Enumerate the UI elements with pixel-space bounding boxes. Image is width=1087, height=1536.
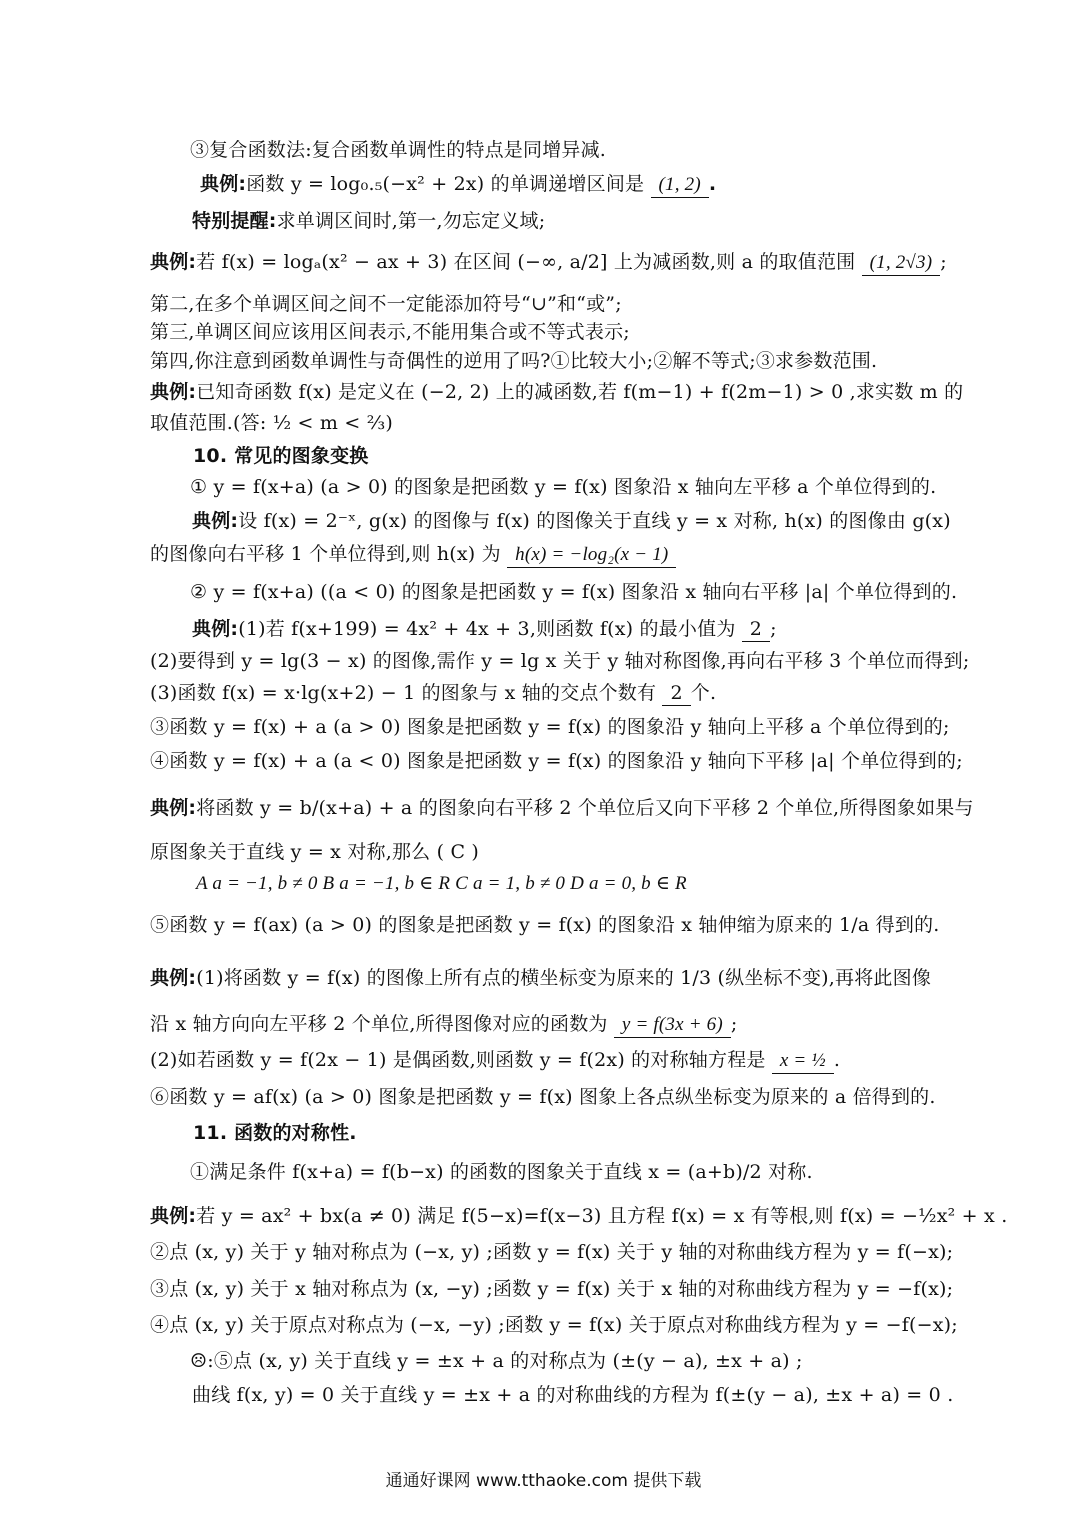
line-options: A a = −1, b ≠ 0 B a = −1, b ∈ R C a = 1, b ≠ 0 D a = 0, b ∈ R — [196, 873, 687, 894]
answer-blank: h(x) = −log₂(x − 1) — [507, 543, 676, 568]
line-h-result: 的图像向右平移 1 个单位得到,则 h(x) 为 h(x) = −log₂(x − 1) — [150, 542, 676, 568]
line-second: 第二,在多个单调区间之间不一定能添加符号“∪”和“或”; — [150, 293, 622, 315]
line-stretch-result: 沿 x 轴方向向左平移 2 个单位,所得图像对应的函数为 y = f(3x + 6) ; — [150, 1012, 738, 1038]
answer-blank: x = ½ — [772, 1049, 834, 1074]
answer-blank: 2 — [662, 681, 690, 706]
answer-blank: (1, 2√3) — [862, 251, 941, 276]
answer-blank: 2 — [742, 617, 770, 642]
line-composite-method: ③复合函数法:复合函数单调性的特点是同增异减. — [190, 139, 607, 161]
line-third: 第三,单调区间应该用区间表示,不能用集合或不等式表示; — [150, 321, 630, 343]
page-footer: 通通好课网 www.tthaoke.com 提供下载 — [385, 1471, 702, 1491]
line-y-axis-symmetry: ②点 (x, y) 关于 y 轴对称点为 (−x, y) ;函数 y = f(x) 关于 y 轴的对称曲线方程为 y = f(−x); — [150, 1241, 954, 1263]
line-example-symmetry-shift: 典例:将函数 y = b/(x+a) + a 的图象向右平移 2 个单位后又向下平移 2 个单位,所得图象如果与 — [150, 797, 974, 819]
line-lg-transform: (2)要得到 y = lg(3 − x) 的图像,需作 y = lg x 关于 y 轴对称图像,再向右平移 3 个单位而得到; — [150, 650, 970, 672]
answer-blank: (1, 2) — [651, 173, 709, 198]
line-shift-down: ④函数 y = f(x) + a (a < 0) 图象是把函数 y = f(x) 的图象沿 y 轴向下平移 |a| 个单位得到的; — [150, 750, 963, 772]
line-fourth: 第四,你注意到函数单调性与奇偶性的逆用了吗?①比较大小;②解不等式;③求参数范围. — [150, 350, 878, 372]
line-special-reminder: 特别提醒:求单调区间时,第一,勿忘定义域; — [192, 210, 546, 232]
line-example-odd-function: 典例:已知奇函数 f(x) 是定义在 (−2, 2) 上的减函数,若 f(m−1) + f(2m−1) > 0 ,求实数 m 的 — [150, 381, 964, 403]
line-example-log-decreasing: 典例:若 f(x) = logₐ(x² − ax + 3) 在区间 (−∞, a/2] 上为减函数,则 a 的取值范围 (1, 2√3) ; — [150, 250, 947, 276]
answer-blank: y = f(3x + 6) — [614, 1013, 731, 1038]
line-example-log-increasing: 典例:函数 y = log₀.₅(−x² + 2x) 的单调递增区间是 (1, 2) . — [200, 172, 716, 198]
line-example-inverse: 典例:设 f(x) = 2⁻ˣ, g(x) 的图像与 f(x) 的图像关于直线 y = x 对称, h(x) 的图像由 g(x) — [192, 510, 951, 532]
section-heading-symmetry: 11. 函数的对称性. — [193, 1122, 357, 1144]
line-stretch-y: ⑥函数 y = af(x) (a > 0) 图象是把函数 y = f(x) 图象上各点纵坐标变为原来的 a 倍得到的. — [150, 1086, 936, 1108]
line-line-symmetry-curve: 曲线 f(x, y) = 0 关于直线 y = ±x + a 的对称曲线的方程为 f(±(y − a), ±x + a) = 0 . — [192, 1384, 954, 1406]
line-example-stretch: 典例:(1)将函数 y = f(x) 的图像上所有点的横坐标变为原来的 1/3 (纵坐标不变),再将此图像 — [150, 967, 932, 989]
section-heading-transformations: 10. 常见的图象变换 — [193, 445, 369, 467]
line-example-minimum: 典例:(1)若 f(x+199) = 4x² + 4x + 3,则函数 f(x) 的最小值为 2 ; — [192, 618, 777, 640]
line-shift-up: ③函数 y = f(x) + a (a > 0) 图象是把函数 y = f(x) 的图象沿 y 轴向上平移 a 个单位得到的; — [150, 716, 950, 738]
line-origin-symmetry: ④点 (x, y) 关于原点对称点为 (−x, −y) ;函数 y = f(x) 关于原点对称曲线方程为 y = −f(−x); — [150, 1314, 958, 1336]
line-line-symmetry-point: ☹:⑤点 (x, y) 关于直线 y = ±x + a 的对称点为 (±(y − a), ±x + a) ; — [190, 1350, 803, 1372]
line-intersections: (3)函数 f(x) = x·lg(x+2) − 1 的图象与 x 轴的交点个数有 2 个. — [150, 682, 717, 704]
line-even-function: (2)如若函数 y = f(2x − 1) 是偶函数,则函数 y = f(2x) 的对称轴方程是 x = ½ . — [150, 1048, 840, 1074]
line-range-answer: 取值范围.(答: ½ < m < ⅔) — [150, 412, 393, 434]
line-shift-right: ② y = f(x+a) ((a < 0) 的图象是把函数 y = f(x) 图象沿 x 轴向右平移 |a| 个单位得到的. — [190, 581, 958, 603]
line-stretch-x: ⑤函数 y = f(ax) (a > 0) 的图象是把函数 y = f(x) 的图象沿 x 轴伸缩为原来的 1/a 得到的. — [150, 914, 940, 936]
line-shift-left: ① y = f(x+a) (a > 0) 的图象是把函数 y = f(x) 图象沿 x 轴向左平移 a 个单位得到的. — [190, 476, 937, 498]
line-example-equal-roots: 典例:若 y = ax² + bx(a ≠ 0) 满足 f(5−x)=f(x−3) 且方程 f(x) = x 有等根,则 f(x) = −½x² + x . — [150, 1205, 1008, 1227]
line-symmetry-axis: ①满足条件 f(x+a) = f(b−x) 的函数的图象关于直线 x = (a+b)/2 对称. — [190, 1161, 813, 1183]
line-choice-prompt: 原图象关于直线 y = x 对称,那么 ( C ) — [150, 841, 480, 863]
line-x-axis-symmetry: ③点 (x, y) 关于 x 轴对称点为 (x, −y) ;函数 y = f(x) 关于 x 轴的对称曲线方程为 y = −f(x); — [150, 1278, 954, 1300]
